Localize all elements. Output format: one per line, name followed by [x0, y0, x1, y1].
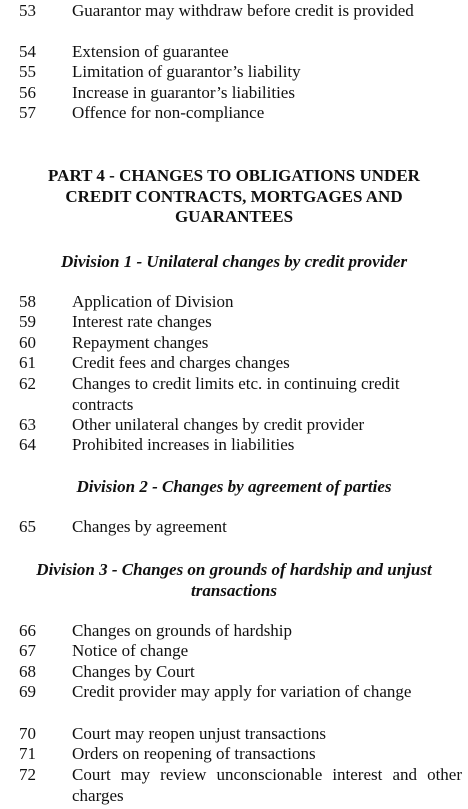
section-number: 56	[19, 83, 36, 102]
section-title: Credit fees and charges changes	[72, 353, 290, 372]
section-title: Court may reopen unjust transactions	[72, 724, 327, 743]
part-heading: PART 4 - CHANGES TO OBLIGATIONS UNDER CREDIT CONTRACTS, MORTGAGES AND GUARANTEES	[48, 166, 420, 226]
section-title: Changes by agreement	[72, 517, 227, 536]
section-number: 61	[19, 353, 36, 372]
division-heading: Division 3 - Changes on grounds of hardship and unjust transactions	[36, 560, 432, 600]
section-title: Changes to credit limits etc. in continuing credit contracts	[72, 374, 400, 414]
section-title: Other unilateral changes by credit provider	[72, 415, 365, 434]
section-number: 65	[19, 517, 36, 536]
section-number: 59	[19, 312, 36, 331]
section-number: 62	[19, 374, 36, 393]
section-title: Offence for non-compliance	[72, 103, 265, 122]
section-number: 66	[19, 621, 36, 640]
section-title: Guarantor may withdraw before credit is provided	[72, 1, 414, 20]
section-title: Repayment changes	[72, 333, 209, 352]
section-number: 70	[19, 724, 36, 743]
section-title: Application of Division	[72, 292, 234, 311]
section-title: Credit provider may apply for variation of change	[72, 682, 412, 701]
section-title: Increase in guarantor’s liabilities	[72, 83, 295, 102]
section-title: Changes on grounds of hardship	[72, 621, 293, 640]
section-number: 60	[19, 333, 36, 352]
section-number: 54	[19, 42, 36, 61]
section-number: 72	[19, 765, 36, 784]
section-title: Interest rate changes	[72, 312, 212, 331]
section-title: Court may review unconscionable interest and other charges	[72, 765, 462, 805]
section-number: 69	[19, 682, 36, 701]
section-number: 55	[19, 62, 36, 81]
section-title: Changes by Court	[72, 662, 195, 681]
section-number: 68	[19, 662, 36, 681]
section-title: Limitation of guarantor’s liability	[72, 62, 301, 81]
section-number: 58	[19, 292, 36, 311]
section-number: 64	[19, 435, 36, 454]
section-number: 57	[19, 103, 36, 122]
section-number: 71	[19, 744, 36, 763]
section-title: Orders on reopening of transactions	[72, 744, 316, 763]
section-number: 53	[19, 1, 36, 20]
section-title: Extension of guarantee	[72, 42, 229, 61]
section-number: 63	[19, 415, 36, 434]
section-title: Prohibited increases in liabilities	[72, 435, 295, 454]
division-heading: Division 1 - Unilateral changes by credit provider	[60, 252, 408, 271]
section-title: Notice of change	[72, 641, 189, 660]
section-number: 67	[19, 641, 36, 660]
division-heading: Division 2 - Changes by agreement of parties	[76, 477, 392, 496]
